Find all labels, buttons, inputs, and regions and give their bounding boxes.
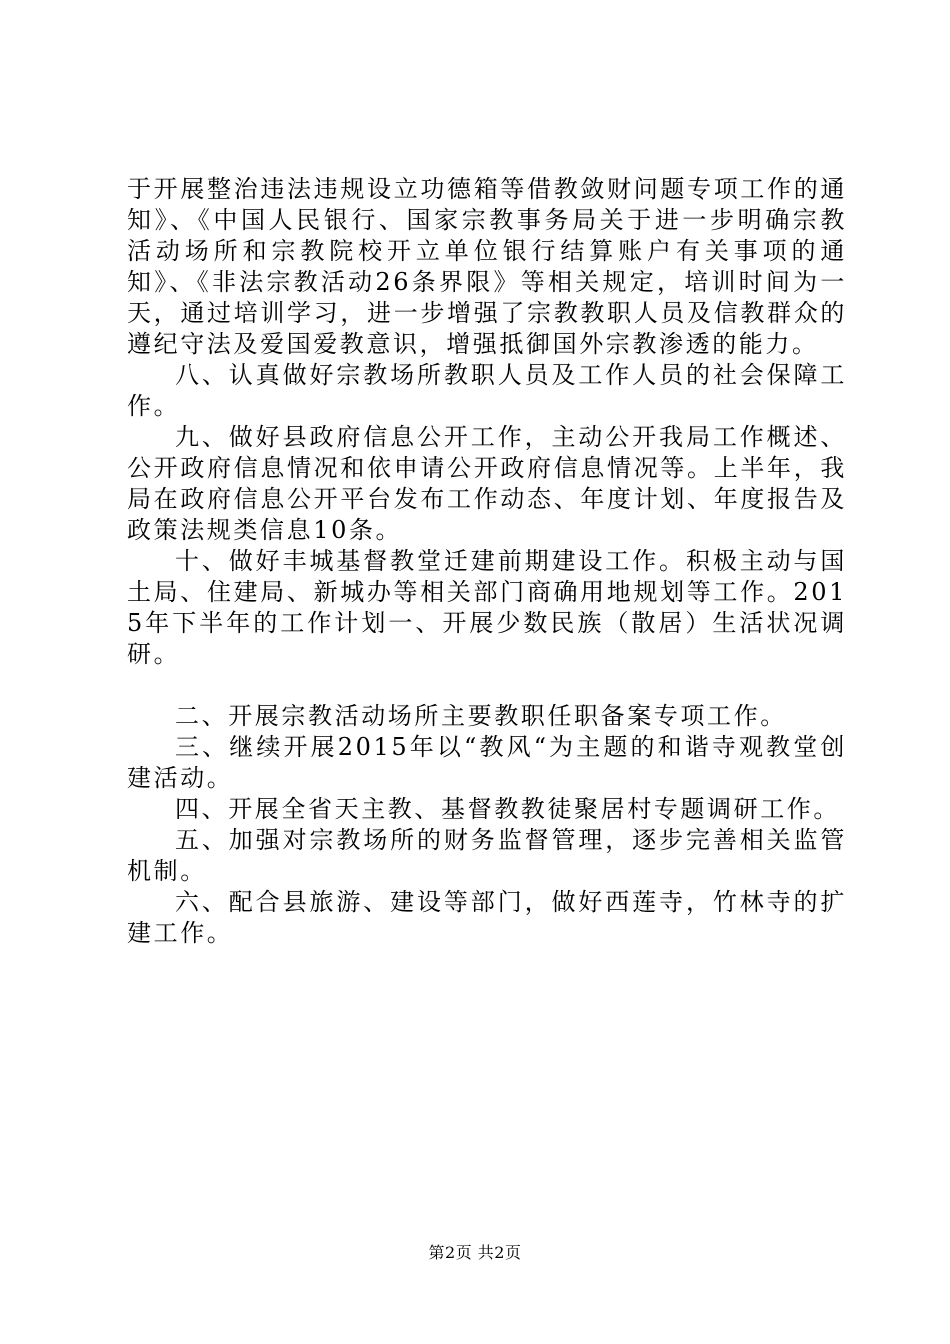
paragraph-spacer [127,670,847,701]
plan-item-2: 二、开展宗教活动场所主要教职任职备案专项工作。 [175,702,787,730]
paragraph-continuation: 于开展整治违法违规设立功德箱等借教敛财问题专项工作的通知》、《中国人民银行、国家宗教事务局关于进一步明确宗教活动场所和宗教院校开立单位银行结算账户有关事项的通知》、《非法宗教活动26条界限》等相关规定，培训时间为一天，通过培训学习，进一步增强了宗教教职人员及信教群众的遵纪守法及爱国爱教意识，增强抵御国外宗教渗透的能力。 [127,175,847,358]
document-body [127,174,847,949]
plan-item-3: 三、继续开展2015年以“教风“为主题的和谐寺观教堂创建活动。 [127,733,847,792]
paragraph-item-10: 十、做好丰城基督教堂迁建前期建设工作。积极主动与国土局、住建局、新城办等相关部门商确用地规划等工作。2015年下半年的工作计划一、开展少数民族（散居）生活状况调研。 [127,547,847,668]
plan-item-5: 五、加强对宗教场所的财务监督管理，逐步完善相关监管机制。 [127,826,847,885]
paragraph-item-8: 八、认真做好宗教场所教职人员及工作人员的社会保障工作。 [127,361,847,420]
paragraph-item-9: 九、做好县政府信息公开工作，主动公开我局工作概述、公开政府信息情况和依申请公开政府信息情况等。上半年，我局在政府信息公开平台发布工作动态、年度计划、年度报告及政策法规类信息10条。 [127,423,847,544]
plan-item-4: 四、开展全省天主教、基督教教徒聚居村专题调研工作。 [175,795,840,823]
page-footer: 第2页 共2页 [428,1243,522,1262]
plan-item-6: 六、配合县旅游、建设等部门，做好西莲寺，竹林寺的扩建工作。 [127,888,847,947]
